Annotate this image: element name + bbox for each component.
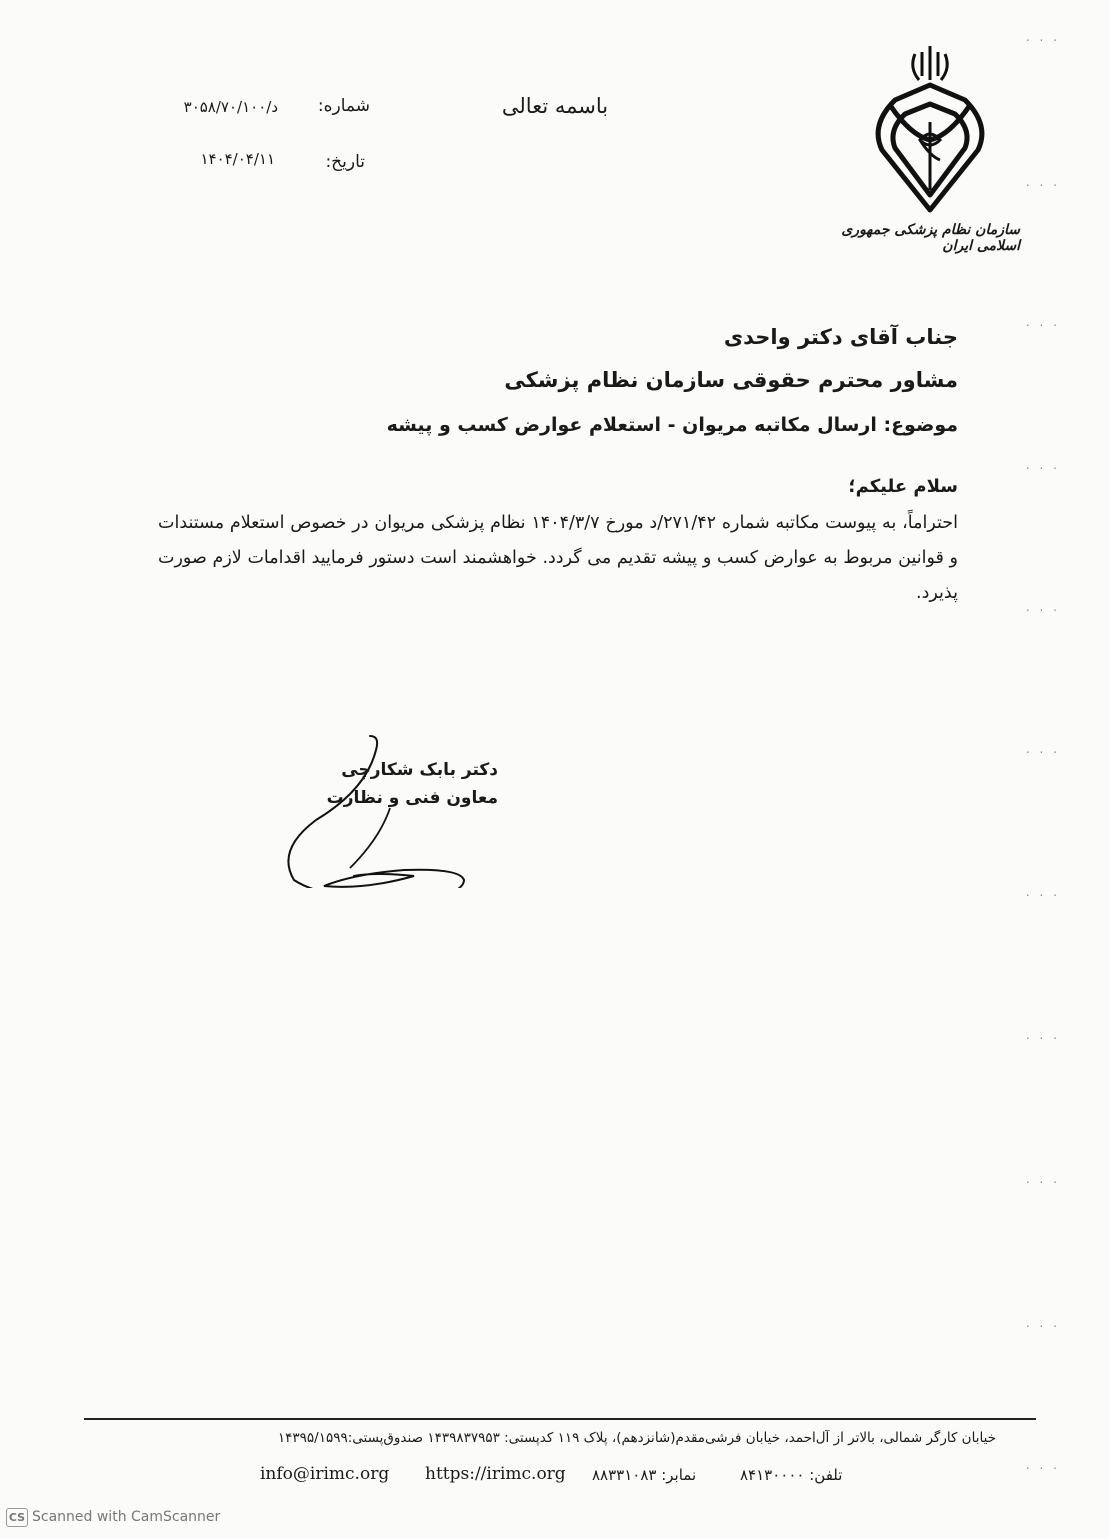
letter-date: ۱۴۰۴/۰۴/۱۱ <box>200 150 275 168</box>
org-emblem-icon <box>860 40 1000 220</box>
subject-label: موضوع: <box>883 414 958 436</box>
footer-divider <box>84 1418 1036 1420</box>
scan-dots: . . . <box>1025 1316 1060 1330</box>
signatory-title: معاون فنی و نظارت <box>326 788 498 808</box>
scan-dots: . . . <box>1025 175 1060 189</box>
camscanner-logo-icon: CS <box>6 1508 28 1527</box>
scan-dots: . . . <box>1025 315 1060 329</box>
scan-dots: . . . <box>1025 1172 1060 1186</box>
number-label: شماره: <box>317 96 370 116</box>
footer-website[interactable]: https://irimc.org <box>425 1464 566 1484</box>
date-label: تاریخ: <box>325 152 365 172</box>
footer-phone: تلفن: ۸۴۱۳۰۰۰۰ <box>740 1466 843 1484</box>
scan-dots: . . . <box>1025 30 1060 44</box>
subject-text: ارسال مکاتبه مریوان - استعلام عوارض کسب و پیشه <box>386 414 884 436</box>
camscanner-watermark <box>6 1508 220 1527</box>
bismillah: باسمه تعالی <box>501 94 609 118</box>
recipient-title: مشاور محترم حقوقی سازمان نظام پزشکی <box>504 368 958 392</box>
camscanner-label: Scanned with CamScanner <box>32 1509 221 1525</box>
handwritten-signature <box>270 728 510 888</box>
letter-number: ۳۰۵۸/۷۰/۱۰۰/د <box>183 98 278 116</box>
org-name: سازمان نظام پزشکی جمهوری اسلامی ایران <box>841 222 1020 254</box>
scan-dots: . . . <box>1025 458 1060 472</box>
scan-dots: . . . <box>1025 1458 1060 1472</box>
scan-dots: . . . <box>1025 885 1060 899</box>
scan-dots: . . . <box>1025 600 1060 614</box>
subject-line <box>258 414 958 436</box>
scan-dots: . . . <box>1025 742 1060 756</box>
footer-fax: نمابر: ۸۸۳۳۱۰۸۳ <box>592 1466 697 1484</box>
signatory-name: دکتر بابک شکارچی <box>341 760 498 780</box>
org-logo <box>860 40 1000 220</box>
footer-address: خیابان کارگر شمالی، بالاتر از آل‌احمد، خیابان فرشی‌مقدم(شانزدهم)، پلاک ۱۱۹ کدپستی: ۱۴۳۹۸۳۷۹۵۳ صندوق‌پستی:۱۴۳۹۵/۱۵۹۹ <box>277 1430 996 1446</box>
greeting: سلام علیکم؛ <box>848 476 958 497</box>
scan-dots: . . . <box>1025 1028 1060 1042</box>
recipient-name: جناب آقای دکتر واحدی <box>723 325 958 349</box>
letter-body: احتراماً، به پیوست مکاتبه شماره ۲۷۱/۴۲/د مورخ ۱۴۰۴/۳/۷ نظام پزشکی مریوان در خصوص استعلام مستندات و قوانین مربوط به عوارض کسب و پیشه تقدیم می گردد. خواهشمند است دستور فرمایید اقدامات لازم صورت پذیرد. <box>158 513 958 603</box>
footer-email[interactable]: info@irimc.org <box>260 1464 390 1484</box>
